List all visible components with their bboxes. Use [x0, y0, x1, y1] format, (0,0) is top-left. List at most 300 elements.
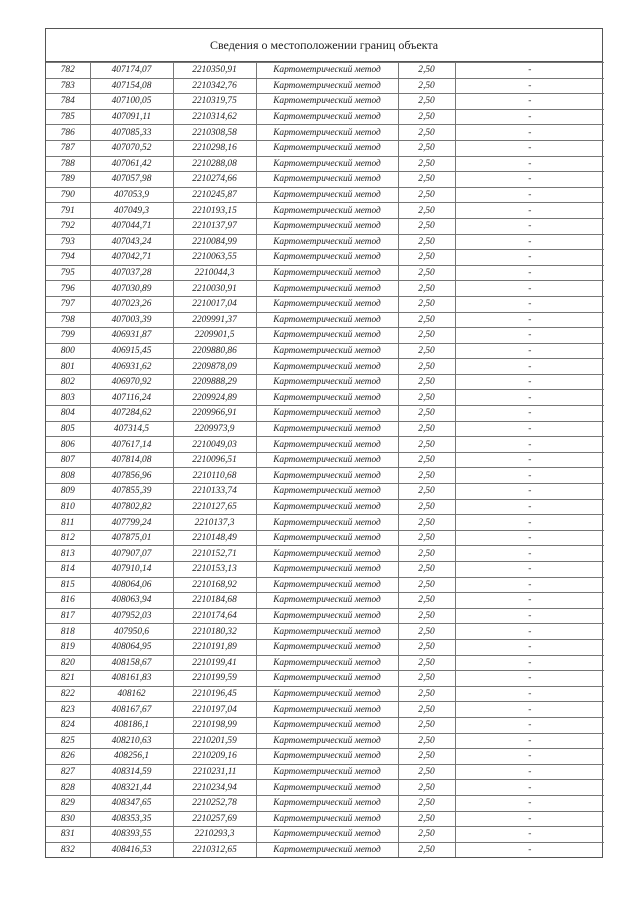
- point-number-cell: 826: [46, 749, 90, 765]
- method-cell: Картометрический метод: [256, 702, 398, 718]
- point-number-cell: 786: [46, 125, 90, 141]
- y-coordinate-cell: 2209880,86: [173, 343, 256, 359]
- accuracy-cell: 2,50: [398, 187, 455, 203]
- x-coordinate-cell: 406931,62: [90, 359, 173, 375]
- accuracy-cell: 2,50: [398, 827, 455, 843]
- x-coordinate-cell: 407061,42: [90, 156, 173, 172]
- y-coordinate-cell: 2210196,45: [173, 686, 256, 702]
- y-coordinate-cell: 2210096,51: [173, 452, 256, 468]
- method-cell: Картометрический метод: [256, 484, 398, 500]
- point-number-cell: 811: [46, 515, 90, 531]
- table-row: [46, 250, 604, 266]
- table-row: [46, 234, 604, 250]
- point-number-cell: 794: [46, 250, 90, 266]
- x-coordinate-cell: 408314,59: [90, 764, 173, 780]
- description-cell: -: [455, 608, 604, 624]
- method-cell: Картометрический метод: [256, 530, 398, 546]
- point-number-cell: 832: [46, 842, 90, 857]
- description-cell: -: [455, 827, 604, 843]
- table-row: [46, 702, 604, 718]
- x-coordinate-cell: 407799,24: [90, 515, 173, 531]
- accuracy-cell: 2,50: [398, 281, 455, 297]
- accuracy-cell: 2,50: [398, 655, 455, 671]
- table-row: [46, 515, 604, 531]
- point-number-cell: 789: [46, 172, 90, 188]
- x-coordinate-cell: 407037,28: [90, 265, 173, 281]
- y-coordinate-cell: 2210252,78: [173, 795, 256, 811]
- accuracy-cell: 2,50: [398, 499, 455, 515]
- x-coordinate-cell: 407116,24: [90, 390, 173, 406]
- table-row: [46, 125, 604, 141]
- point-number-cell: 829: [46, 795, 90, 811]
- description-cell: -: [455, 577, 604, 593]
- y-coordinate-cell: 2210191,89: [173, 639, 256, 655]
- x-coordinate-cell: 407043,24: [90, 234, 173, 250]
- table-row: [46, 655, 604, 671]
- accuracy-cell: 2,50: [398, 686, 455, 702]
- point-number-cell: 821: [46, 671, 90, 687]
- method-cell: Картометрический метод: [256, 827, 398, 843]
- point-number-cell: 802: [46, 374, 90, 390]
- table-row: [46, 374, 604, 390]
- method-cell: Картометрический метод: [256, 328, 398, 344]
- point-number-cell: 787: [46, 140, 90, 156]
- table-row: [46, 94, 604, 110]
- method-cell: Картометрический метод: [256, 234, 398, 250]
- y-coordinate-cell: 2210274,66: [173, 172, 256, 188]
- x-coordinate-cell: 407100,05: [90, 94, 173, 110]
- x-coordinate-cell: 408064,95: [90, 639, 173, 655]
- table-row: [46, 577, 604, 593]
- point-number-cell: 795: [46, 265, 90, 281]
- accuracy-cell: 2,50: [398, 78, 455, 94]
- description-cell: -: [455, 172, 604, 188]
- y-coordinate-cell: 2209973,9: [173, 421, 256, 437]
- table-row: [46, 156, 604, 172]
- method-cell: Картометрический метод: [256, 374, 398, 390]
- description-cell: -: [455, 468, 604, 484]
- method-cell: Картометрический метод: [256, 686, 398, 702]
- x-coordinate-cell: 407023,26: [90, 296, 173, 312]
- description-cell: -: [455, 593, 604, 609]
- table-row: [46, 811, 604, 827]
- accuracy-cell: 2,50: [398, 577, 455, 593]
- table-row: [46, 468, 604, 484]
- x-coordinate-cell: 407003,39: [90, 312, 173, 328]
- x-coordinate-cell: 407907,07: [90, 546, 173, 562]
- method-cell: Картометрический метод: [256, 109, 398, 125]
- description-cell: -: [455, 484, 604, 500]
- method-cell: Картометрический метод: [256, 250, 398, 266]
- table-row: [46, 203, 604, 219]
- y-coordinate-cell: 2210137,3: [173, 515, 256, 531]
- point-number-cell: 793: [46, 234, 90, 250]
- table-row: [46, 218, 604, 234]
- accuracy-cell: 2,50: [398, 218, 455, 234]
- y-coordinate-cell: 2209878,09: [173, 359, 256, 375]
- accuracy-cell: 2,50: [398, 515, 455, 531]
- point-number-cell: 797: [46, 296, 90, 312]
- method-cell: Картометрический метод: [256, 515, 398, 531]
- table-row: [46, 717, 604, 733]
- method-cell: Картометрический метод: [256, 577, 398, 593]
- description-cell: -: [455, 343, 604, 359]
- table-row: [46, 172, 604, 188]
- method-cell: Картометрический метод: [256, 764, 398, 780]
- point-number-cell: 828: [46, 780, 90, 796]
- x-coordinate-cell: 408167,67: [90, 702, 173, 718]
- accuracy-cell: 2,50: [398, 811, 455, 827]
- accuracy-cell: 2,50: [398, 717, 455, 733]
- table-row: [46, 795, 604, 811]
- x-coordinate-cell: 407950,6: [90, 624, 173, 640]
- point-number-cell: 817: [46, 608, 90, 624]
- accuracy-cell: 2,50: [398, 390, 455, 406]
- coordinates-table-body: [46, 63, 604, 858]
- point-number-cell: 810: [46, 499, 90, 515]
- point-number-cell: 827: [46, 764, 90, 780]
- table-row: [46, 406, 604, 422]
- accuracy-cell: 2,50: [398, 749, 455, 765]
- method-cell: Картометрический метод: [256, 608, 398, 624]
- y-coordinate-cell: 2210137,97: [173, 218, 256, 234]
- accuracy-cell: 2,50: [398, 608, 455, 624]
- table-row: [46, 608, 604, 624]
- y-coordinate-cell: 2210084,99: [173, 234, 256, 250]
- x-coordinate-cell: 408353,35: [90, 811, 173, 827]
- table-row: [46, 343, 604, 359]
- y-coordinate-cell: 2210312,65: [173, 842, 256, 857]
- y-coordinate-cell: 2210174,64: [173, 608, 256, 624]
- accuracy-cell: 2,50: [398, 671, 455, 687]
- method-cell: Картометрический метод: [256, 63, 398, 79]
- point-number-cell: 792: [46, 218, 90, 234]
- x-coordinate-cell: 408186,1: [90, 717, 173, 733]
- table-row: [46, 328, 604, 344]
- point-number-cell: 830: [46, 811, 90, 827]
- accuracy-cell: 2,50: [398, 250, 455, 266]
- y-coordinate-cell: 2210342,76: [173, 78, 256, 94]
- method-cell: Картометрический метод: [256, 156, 398, 172]
- method-cell: Картометрический метод: [256, 795, 398, 811]
- description-cell: -: [455, 764, 604, 780]
- method-cell: Картометрический метод: [256, 140, 398, 156]
- y-coordinate-cell: 2210231,11: [173, 764, 256, 780]
- x-coordinate-cell: 407284,62: [90, 406, 173, 422]
- method-cell: Картометрический метод: [256, 203, 398, 219]
- point-number-cell: 809: [46, 484, 90, 500]
- method-cell: Картометрический метод: [256, 733, 398, 749]
- method-cell: Картометрический метод: [256, 468, 398, 484]
- method-cell: Картометрический метод: [256, 218, 398, 234]
- x-coordinate-cell: 407085,33: [90, 125, 173, 141]
- point-number-cell: 807: [46, 452, 90, 468]
- accuracy-cell: 2,50: [398, 265, 455, 281]
- x-coordinate-cell: 408321,44: [90, 780, 173, 796]
- point-number-cell: 815: [46, 577, 90, 593]
- description-cell: -: [455, 733, 604, 749]
- description-cell: -: [455, 624, 604, 640]
- description-cell: -: [455, 702, 604, 718]
- x-coordinate-cell: 406970,92: [90, 374, 173, 390]
- accuracy-cell: 2,50: [398, 296, 455, 312]
- y-coordinate-cell: 2210319,75: [173, 94, 256, 110]
- method-cell: Картометрический метод: [256, 296, 398, 312]
- description-cell: -: [455, 390, 604, 406]
- accuracy-cell: 2,50: [398, 328, 455, 344]
- description-cell: -: [455, 109, 604, 125]
- table-row: [46, 312, 604, 328]
- y-coordinate-cell: 2210197,04: [173, 702, 256, 718]
- y-coordinate-cell: 2210308,58: [173, 125, 256, 141]
- description-cell: -: [455, 359, 604, 375]
- y-coordinate-cell: 2210298,16: [173, 140, 256, 156]
- description-cell: -: [455, 406, 604, 422]
- x-coordinate-cell: 407044,71: [90, 218, 173, 234]
- method-cell: Картометрический метод: [256, 655, 398, 671]
- method-cell: Картометрический метод: [256, 811, 398, 827]
- description-cell: -: [455, 312, 604, 328]
- x-coordinate-cell: 408063,94: [90, 593, 173, 609]
- y-coordinate-cell: 2210288,08: [173, 156, 256, 172]
- accuracy-cell: 2,50: [398, 795, 455, 811]
- table-row: [46, 281, 604, 297]
- y-coordinate-cell: 2210350,91: [173, 63, 256, 79]
- accuracy-cell: 2,50: [398, 203, 455, 219]
- accuracy-cell: 2,50: [398, 530, 455, 546]
- x-coordinate-cell: 407952,03: [90, 608, 173, 624]
- point-number-cell: 825: [46, 733, 90, 749]
- x-coordinate-cell: 407814,08: [90, 452, 173, 468]
- point-number-cell: 805: [46, 421, 90, 437]
- table-row: [46, 827, 604, 843]
- description-cell: -: [455, 811, 604, 827]
- description-cell: -: [455, 842, 604, 857]
- method-cell: Картометрический метод: [256, 717, 398, 733]
- point-number-cell: 804: [46, 406, 90, 422]
- description-cell: -: [455, 546, 604, 562]
- point-number-cell: 790: [46, 187, 90, 203]
- point-number-cell: 788: [46, 156, 90, 172]
- description-cell: -: [455, 296, 604, 312]
- description-cell: -: [455, 780, 604, 796]
- description-cell: -: [455, 140, 604, 156]
- point-number-cell: 818: [46, 624, 90, 640]
- y-coordinate-cell: 2210314,62: [173, 109, 256, 125]
- table-title: Сведения о местоположении границ объекта: [46, 29, 602, 62]
- x-coordinate-cell: 407042,71: [90, 250, 173, 266]
- y-coordinate-cell: 2210148,49: [173, 530, 256, 546]
- accuracy-cell: 2,50: [398, 593, 455, 609]
- y-coordinate-cell: 2210017,04: [173, 296, 256, 312]
- table-row: [46, 546, 604, 562]
- accuracy-cell: 2,50: [398, 484, 455, 500]
- method-cell: Картометрический метод: [256, 187, 398, 203]
- y-coordinate-cell: 2209888,29: [173, 374, 256, 390]
- accuracy-cell: 2,50: [398, 702, 455, 718]
- point-number-cell: 808: [46, 468, 90, 484]
- table-row: [46, 484, 604, 500]
- x-coordinate-cell: 407855,39: [90, 484, 173, 500]
- table-row: [46, 764, 604, 780]
- table-row: [46, 63, 604, 79]
- y-coordinate-cell: 2210199,59: [173, 671, 256, 687]
- table-row: [46, 421, 604, 437]
- method-cell: Картометрический метод: [256, 546, 398, 562]
- table-row: [46, 671, 604, 687]
- description-cell: -: [455, 499, 604, 515]
- method-cell: Картометрический метод: [256, 281, 398, 297]
- method-cell: Картометрический метод: [256, 265, 398, 281]
- accuracy-cell: 2,50: [398, 156, 455, 172]
- accuracy-cell: 2,50: [398, 452, 455, 468]
- y-coordinate-cell: 2210044,3: [173, 265, 256, 281]
- table-row: [46, 686, 604, 702]
- table-row: [46, 780, 604, 796]
- point-number-cell: 785: [46, 109, 90, 125]
- method-cell: Картометрический метод: [256, 421, 398, 437]
- y-coordinate-cell: 2209991,37: [173, 312, 256, 328]
- x-coordinate-cell: 408158,67: [90, 655, 173, 671]
- y-coordinate-cell: 2210198,99: [173, 717, 256, 733]
- x-coordinate-cell: 408210,63: [90, 733, 173, 749]
- y-coordinate-cell: 2210209,16: [173, 749, 256, 765]
- x-coordinate-cell: 406931,87: [90, 328, 173, 344]
- description-cell: -: [455, 250, 604, 266]
- description-cell: -: [455, 281, 604, 297]
- method-cell: Картометрический метод: [256, 390, 398, 406]
- point-number-cell: 819: [46, 639, 90, 655]
- point-number-cell: 822: [46, 686, 90, 702]
- accuracy-cell: 2,50: [398, 562, 455, 578]
- description-cell: -: [455, 639, 604, 655]
- coordinates-table: [46, 62, 604, 857]
- accuracy-cell: 2,50: [398, 468, 455, 484]
- accuracy-cell: 2,50: [398, 359, 455, 375]
- point-number-cell: 791: [46, 203, 90, 219]
- x-coordinate-cell: 407154,08: [90, 78, 173, 94]
- y-coordinate-cell: 2209966,91: [173, 406, 256, 422]
- table-row: [46, 296, 604, 312]
- point-number-cell: 824: [46, 717, 90, 733]
- y-coordinate-cell: 2210049,03: [173, 437, 256, 453]
- x-coordinate-cell: 407802,82: [90, 499, 173, 515]
- table-row: [46, 452, 604, 468]
- accuracy-cell: 2,50: [398, 437, 455, 453]
- description-cell: -: [455, 795, 604, 811]
- description-cell: -: [455, 156, 604, 172]
- x-coordinate-cell: 406915,45: [90, 343, 173, 359]
- point-number-cell: 782: [46, 63, 90, 79]
- method-cell: Картометрический метод: [256, 749, 398, 765]
- accuracy-cell: 2,50: [398, 343, 455, 359]
- accuracy-cell: 2,50: [398, 421, 455, 437]
- method-cell: Картометрический метод: [256, 125, 398, 141]
- x-coordinate-cell: 407875,01: [90, 530, 173, 546]
- y-coordinate-cell: 2210234,94: [173, 780, 256, 796]
- y-coordinate-cell: 2210201,59: [173, 733, 256, 749]
- description-cell: -: [455, 125, 604, 141]
- point-number-cell: 813: [46, 546, 90, 562]
- method-cell: Картометрический метод: [256, 562, 398, 578]
- point-number-cell: 816: [46, 593, 90, 609]
- y-coordinate-cell: 2210180,32: [173, 624, 256, 640]
- description-cell: -: [455, 421, 604, 437]
- accuracy-cell: 2,50: [398, 780, 455, 796]
- point-number-cell: 799: [46, 328, 90, 344]
- description-cell: -: [455, 218, 604, 234]
- x-coordinate-cell: 407314,5: [90, 421, 173, 437]
- method-cell: Картометрический метод: [256, 312, 398, 328]
- method-cell: Картометрический метод: [256, 780, 398, 796]
- description-cell: -: [455, 717, 604, 733]
- table-row: [46, 749, 604, 765]
- description-cell: -: [455, 187, 604, 203]
- point-number-cell: 800: [46, 343, 90, 359]
- point-number-cell: 783: [46, 78, 90, 94]
- accuracy-cell: 2,50: [398, 140, 455, 156]
- table-row: [46, 624, 604, 640]
- accuracy-cell: 2,50: [398, 624, 455, 640]
- accuracy-cell: 2,50: [398, 546, 455, 562]
- table-row: [46, 390, 604, 406]
- description-cell: -: [455, 686, 604, 702]
- table-row: [46, 437, 604, 453]
- y-coordinate-cell: 2210193,15: [173, 203, 256, 219]
- method-cell: Картометрический метод: [256, 94, 398, 110]
- description-cell: -: [455, 452, 604, 468]
- accuracy-cell: 2,50: [398, 63, 455, 79]
- table-row: [46, 359, 604, 375]
- method-cell: Картометрический метод: [256, 78, 398, 94]
- table-row: [46, 499, 604, 515]
- accuracy-cell: 2,50: [398, 234, 455, 250]
- accuracy-cell: 2,50: [398, 172, 455, 188]
- y-coordinate-cell: 2210199,41: [173, 655, 256, 671]
- point-number-cell: 831: [46, 827, 90, 843]
- point-number-cell: 814: [46, 562, 90, 578]
- description-cell: -: [455, 328, 604, 344]
- table-row: [46, 530, 604, 546]
- method-cell: Картометрический метод: [256, 343, 398, 359]
- table-row: [46, 78, 604, 94]
- x-coordinate-cell: 407053,9: [90, 187, 173, 203]
- description-cell: -: [455, 94, 604, 110]
- accuracy-cell: 2,50: [398, 125, 455, 141]
- method-cell: Картометрический метод: [256, 671, 398, 687]
- accuracy-cell: 2,50: [398, 374, 455, 390]
- y-coordinate-cell: 2210293,3: [173, 827, 256, 843]
- table-row: [46, 265, 604, 281]
- method-cell: Картометрический метод: [256, 593, 398, 609]
- x-coordinate-cell: 408416,53: [90, 842, 173, 857]
- y-coordinate-cell: 2210030,91: [173, 281, 256, 297]
- accuracy-cell: 2,50: [398, 639, 455, 655]
- method-cell: Картометрический метод: [256, 406, 398, 422]
- table-row: [46, 842, 604, 857]
- point-number-cell: 820: [46, 655, 90, 671]
- description-cell: -: [455, 515, 604, 531]
- point-number-cell: 803: [46, 390, 90, 406]
- method-cell: Картометрический метод: [256, 437, 398, 453]
- method-cell: Картометрический метод: [256, 452, 398, 468]
- accuracy-cell: 2,50: [398, 94, 455, 110]
- y-coordinate-cell: 2210245,87: [173, 187, 256, 203]
- description-cell: -: [455, 63, 604, 79]
- point-number-cell: 798: [46, 312, 90, 328]
- description-cell: -: [455, 530, 604, 546]
- method-cell: Картометрический метод: [256, 359, 398, 375]
